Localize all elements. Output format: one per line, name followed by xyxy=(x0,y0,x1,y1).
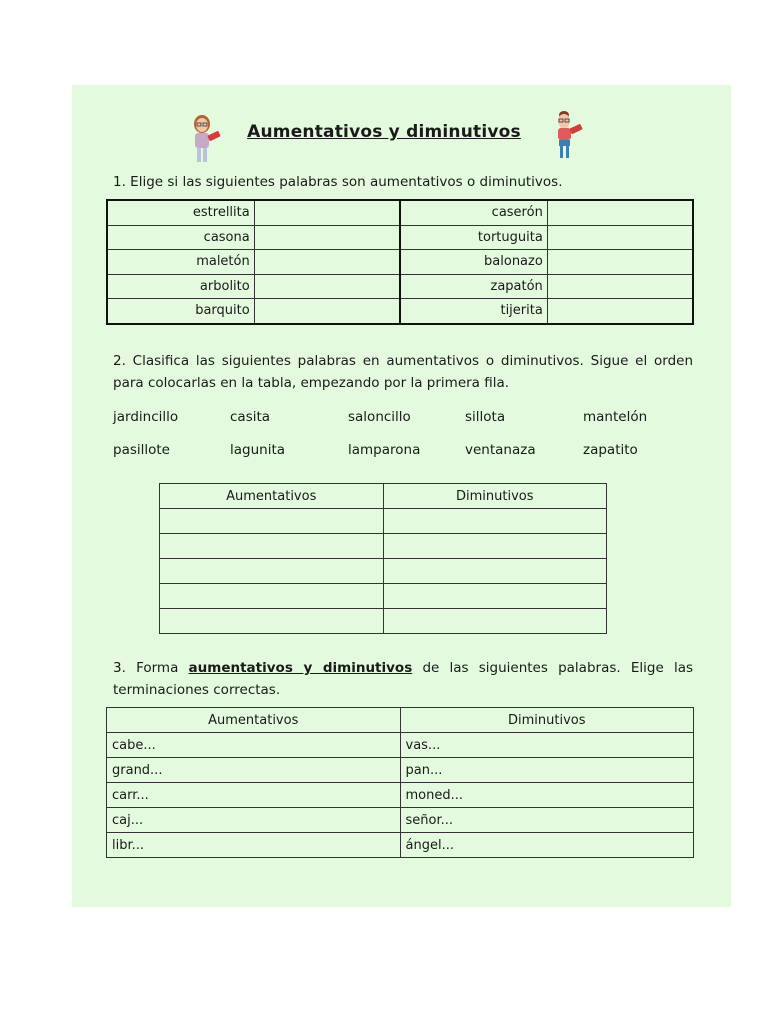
answer-cell[interactable] xyxy=(254,225,400,250)
question-3-prompt xyxy=(113,657,693,701)
answer-cell[interactable] xyxy=(383,609,607,634)
answer-cell[interactable] xyxy=(547,299,693,324)
column-header-diminutivos: Diminutivos xyxy=(400,708,694,733)
answer-cell[interactable] xyxy=(254,250,400,275)
answer-cell[interactable] xyxy=(254,200,400,225)
table-header-row xyxy=(107,708,694,733)
prompt-end: de las siguientes palabras. Elige las terminaciones correctas. xyxy=(113,660,693,698)
answer-cell[interactable] xyxy=(547,200,693,225)
word-item: pasillote xyxy=(113,442,170,458)
answer-cell[interactable] xyxy=(383,534,607,559)
word-item: zapatito xyxy=(583,442,638,458)
word-stem-cell[interactable]: moned... xyxy=(400,783,694,808)
answer-cell[interactable] xyxy=(383,509,607,534)
prompt-emphasis: aumentativos y diminutivos xyxy=(188,660,413,676)
answer-cell[interactable] xyxy=(383,584,607,609)
table-row xyxy=(107,274,693,299)
table-row xyxy=(160,559,607,584)
answer-cell[interactable] xyxy=(547,274,693,299)
word-stem-cell[interactable]: cabe... xyxy=(107,733,401,758)
answer-cell[interactable] xyxy=(254,274,400,299)
word-item: mantelón xyxy=(583,409,648,425)
word-cell: barquito xyxy=(107,299,254,324)
word-item: casita xyxy=(230,409,271,425)
table-row xyxy=(107,299,693,324)
table-row xyxy=(107,808,694,833)
answer-cell[interactable] xyxy=(160,584,384,609)
table-header-row xyxy=(160,484,607,509)
table-row xyxy=(107,225,693,250)
word-cell: tijerita xyxy=(400,299,547,324)
answer-cell[interactable] xyxy=(160,509,384,534)
column-header-aumentativos: Aumentativos xyxy=(107,708,401,733)
table-row xyxy=(160,534,607,559)
word-cell: zapatón xyxy=(400,274,547,299)
question-3-table xyxy=(106,707,694,858)
question-2-table xyxy=(159,483,607,634)
prompt-start: 3. Forma xyxy=(113,660,179,676)
word-cell: tortuguita xyxy=(400,225,547,250)
question-1-table xyxy=(106,199,694,325)
word-item: lamparona xyxy=(348,442,421,458)
word-stem-cell[interactable]: ángel... xyxy=(400,833,694,858)
word-item: ventanaza xyxy=(465,442,536,458)
table-row xyxy=(107,833,694,858)
table-row xyxy=(107,250,693,275)
word-cell: arbolito xyxy=(107,274,254,299)
word-stem-cell[interactable]: grand... xyxy=(107,758,401,783)
word-item: saloncillo xyxy=(348,409,411,425)
word-stem-cell[interactable]: señor... xyxy=(400,808,694,833)
question-1-prompt: 1. Elige si las siguientes palabras son aumentativos o diminutivos. xyxy=(113,174,563,190)
word-stem-cell[interactable]: libr... xyxy=(107,833,401,858)
table-row xyxy=(160,509,607,534)
word-cell: estrellita xyxy=(107,200,254,225)
word-cell: balonazo xyxy=(400,250,547,275)
word-stem-cell[interactable]: vas... xyxy=(400,733,694,758)
answer-cell[interactable] xyxy=(160,534,384,559)
answer-cell[interactable] xyxy=(547,250,693,275)
question-2-prompt: 2. Clasifica las siguientes palabras en aumentativos o diminutivos. Sigue el orden para colocarlas en la tabla, empezando por la primera fila. xyxy=(113,353,693,391)
worksheet-title: Aumentativos y diminutivos xyxy=(247,122,521,142)
table-row xyxy=(107,200,693,225)
answer-cell[interactable] xyxy=(547,225,693,250)
table-row xyxy=(107,733,694,758)
word-cell: caserón xyxy=(400,200,547,225)
word-item: jardincillo xyxy=(113,409,179,425)
column-header-diminutivos: Diminutivos xyxy=(383,484,607,509)
teacher-avatar-right xyxy=(550,108,590,160)
column-header-aumentativos: Aumentativos xyxy=(160,484,384,509)
word-stem-cell[interactable]: carr... xyxy=(107,783,401,808)
word-cell: maletón xyxy=(107,250,254,275)
word-stem-cell[interactable]: caj... xyxy=(107,808,401,833)
word-item: sillota xyxy=(465,409,506,425)
word-item: lagunita xyxy=(230,442,286,458)
answer-cell[interactable] xyxy=(160,559,384,584)
table-row xyxy=(160,584,607,609)
word-cell: casona xyxy=(107,225,254,250)
table-row xyxy=(107,783,694,808)
table-row xyxy=(107,758,694,783)
table-row xyxy=(160,609,607,634)
answer-cell[interactable] xyxy=(254,299,400,324)
answer-cell[interactable] xyxy=(383,559,607,584)
word-stem-cell[interactable]: pan... xyxy=(400,758,694,783)
answer-cell[interactable] xyxy=(160,609,384,634)
